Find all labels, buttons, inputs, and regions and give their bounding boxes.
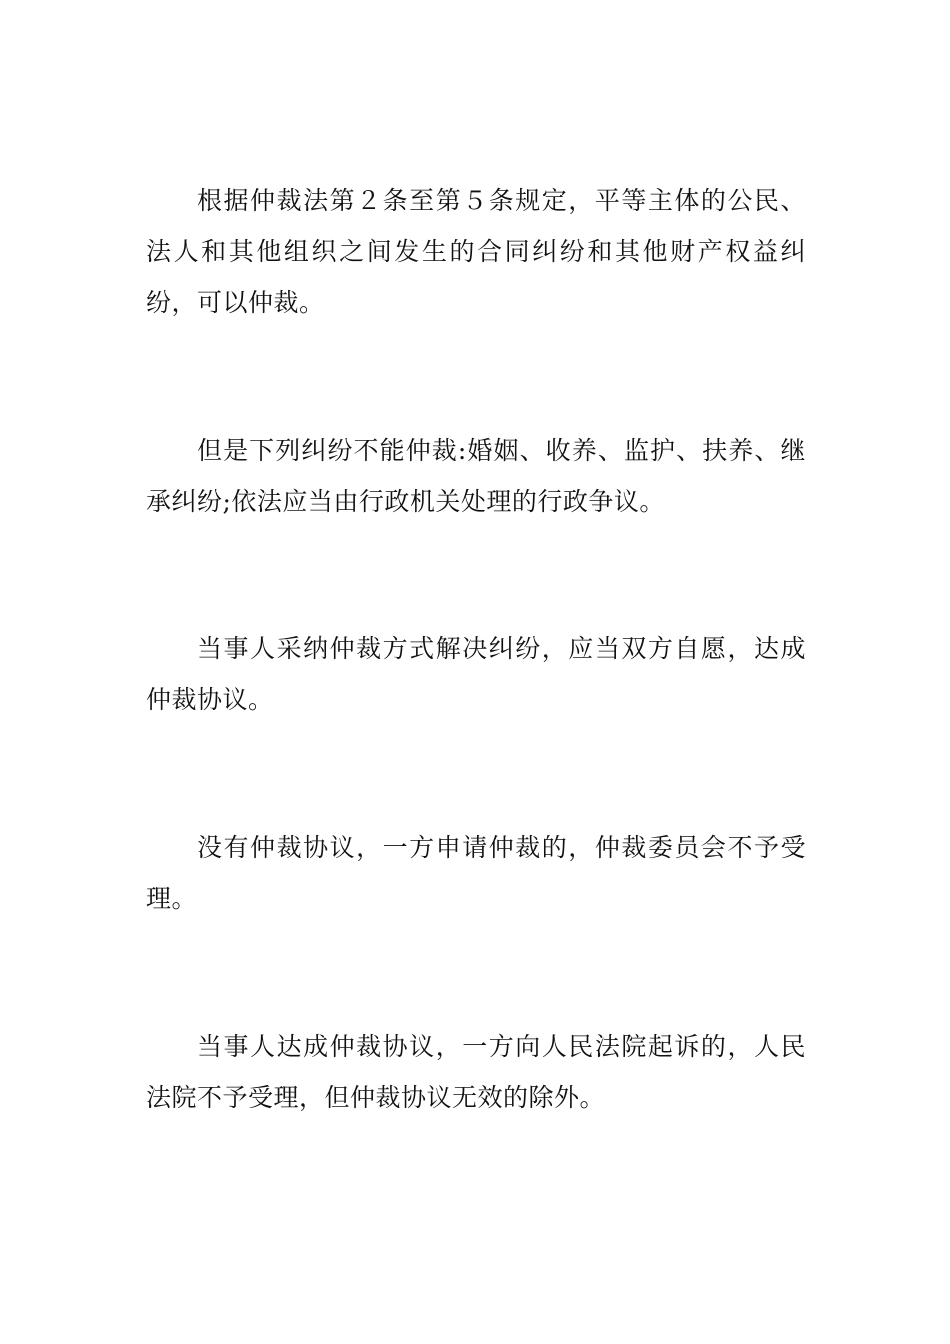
paragraph-non-arbitrable-disputes: 但是下列纠纷不能仲裁:婚姻、收养、监护、扶养、继承纠纷;依法应当由行政机关处理的行政争议。 bbox=[146, 436, 806, 516]
paragraph-no-agreement: 没有仲裁协议，一方申请仲裁的，仲裁委员会不予受理。 bbox=[146, 833, 806, 913]
paragraph-arbitration-scope: 根据仲裁法第２条至第５条规定，平等主体的公民、法人和其他组织之间发生的合同纠纷和其他财产权益纠纷，可以仲裁。 bbox=[146, 186, 806, 317]
paragraph-court-jurisdiction: 当事人达成仲裁协议，一方向人民法院起诉的，人民法院不予受理，但仲裁协议无效的除外。 bbox=[146, 1032, 806, 1112]
paragraph-voluntary-agreement: 当事人采纳仲裁方式解决纠纷，应当双方自愿，达成仲裁协议。 bbox=[146, 634, 806, 714]
